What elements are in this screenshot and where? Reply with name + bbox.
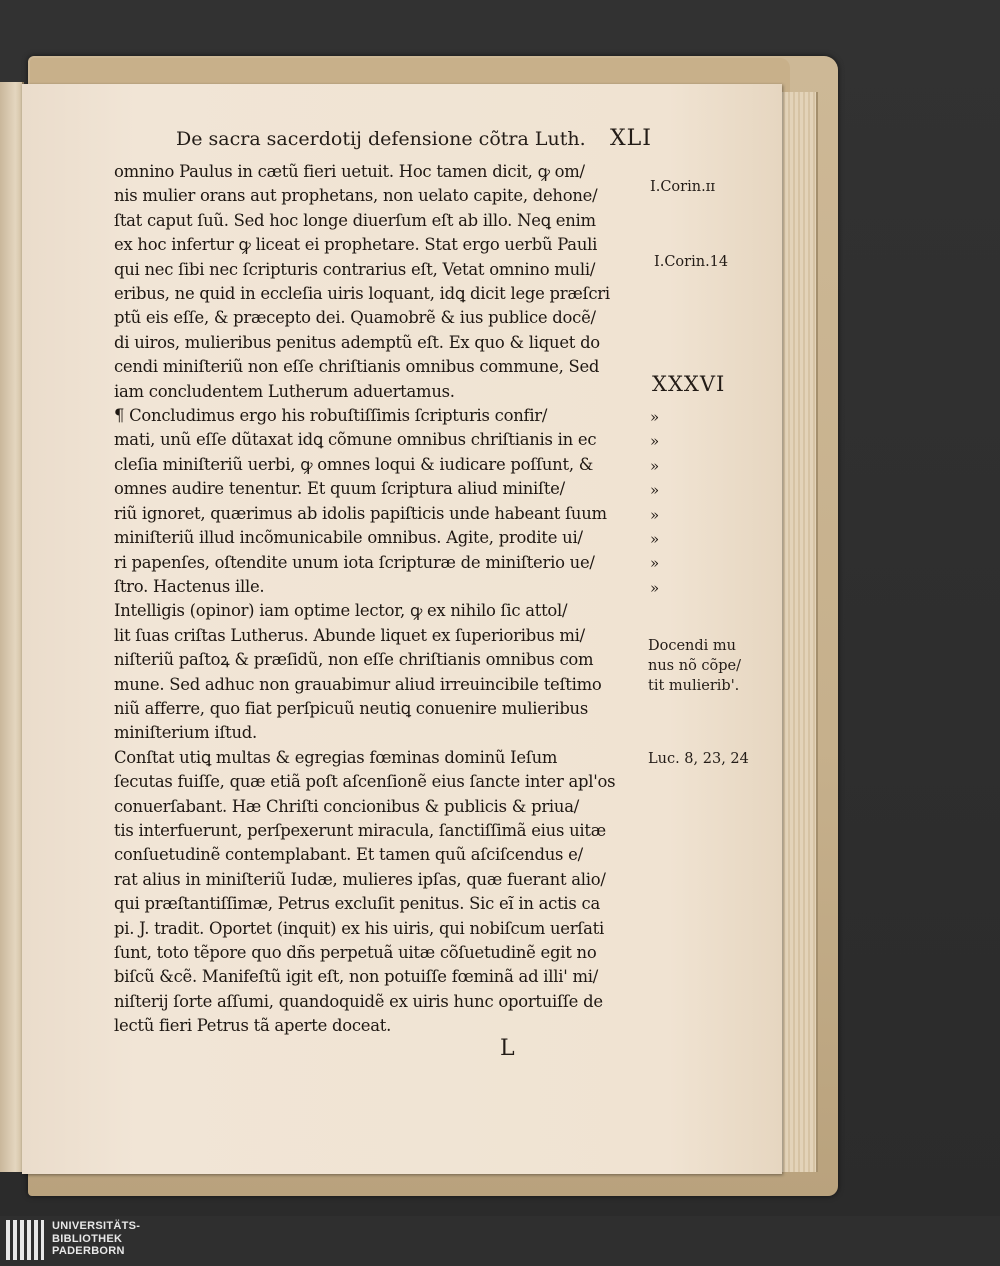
text-line: ſecutas fuiſſe, quæ etiã poſt aſcenſionẽ eius ſancte inter apl'os [114, 772, 616, 792]
folio-number: XLI [610, 126, 652, 151]
text-line: lectũ fieri Petrus tã aperte doceat. [114, 1016, 392, 1036]
logo-line-1: UNIVERSITÄTS- [52, 1220, 141, 1232]
text-line: Conſtat utiꝗ multas & egregias fœminas dominũ Ieſum [114, 747, 558, 767]
logo-line-2: BIBLIOTHEK [52, 1232, 123, 1245]
library-footer [0, 1216, 1000, 1266]
text-line: conuerſabant. Hæ Chriſti concionibus & publicis & priua/ [114, 796, 580, 816]
quote-mark: » [650, 456, 660, 475]
library-logo-icon [6, 1220, 44, 1260]
text-line: niũ afferre, quo fiat perſpicuũ neutiꝗ conuenire mulieribus [114, 698, 589, 718]
text-line: lit ſuas criſtas Lutherus. Abunde liquet ex ſuperioribus mi/ [114, 625, 585, 645]
text-line: rat alius in miniſteriũ Iudæ, mulieres ipſas, quæ fuerant alio/ [114, 869, 606, 889]
quote-mark: » [650, 554, 660, 573]
quote-mark: » [650, 530, 660, 549]
quote-mark: » [650, 481, 660, 500]
marginal-note: Luc. 8, 23, 24 [648, 751, 749, 767]
text-line: iam concludentem Lutherum aduertamus. [114, 381, 455, 401]
text-line: qui præſtantiſſimæ, Petrus excluſit penitus. Sic eĩ in actis ca [114, 894, 600, 914]
text-line: ptũ eis eſſe, & præcepto dei. Quamobrẽ & ius publice docẽ/ [114, 308, 596, 328]
text-line: ¶ Concludimus ergo his robuſtiſſimis ſcripturis confir/ [114, 406, 548, 426]
quote-mark: » [650, 505, 660, 524]
logo-line-3: PADERBORN [52, 1245, 125, 1257]
quote-mark: » [650, 578, 660, 597]
text-line: pi. J. tradit. Oportet (inquit) ex his uiris, qui nobiſcum uerſati [114, 918, 604, 938]
text-line: cleſia miniſteriũ uerbi, ꝙ omnes loqui & iudicare poſſunt, & [114, 454, 594, 474]
text-line: Intelligis (opinor) iam optime lector, ꝙ ex nihilo ſic attol/ [114, 601, 568, 621]
facing-page-edge [0, 82, 24, 1172]
text-line: conſuetudinẽ contemplabant. Et tamen quũ aſciſcendus e/ [114, 845, 583, 865]
body-text [114, 160, 654, 1039]
text-line: mati, unũ eſſe dũtaxat idꝗ cõmune omnibus chriſtianis in ec [114, 430, 597, 450]
text-line: omnino Paulus in cætũ fieri uetuit. Hoc tamen dicit, ꝙ om/ [114, 162, 585, 181]
text-line: miniſterium iſtud. [114, 723, 257, 743]
text-line: biſcũ &cẽ. Manifeſtũ igit eſt, non potuiſſe fœminã ad illi' mi/ [114, 967, 599, 987]
text-line: mune. Sed adhuc non grauabimur aliud irreuincibile teſtimo [114, 674, 602, 694]
library-logo-text [52, 1220, 140, 1258]
marginal-note: tit mulierib'. [648, 678, 740, 694]
text-line: tis interfuerunt, perſpexerunt miracula, ſanctiſſimã eius uitæ [114, 820, 606, 840]
text-line: ſunt, toto tẽpore quo dñs perpetuã uitæ cõſuetudinẽ egit no [114, 943, 597, 962]
text-line: ſtro. Hactenus ille. [114, 576, 265, 596]
text-line: ex hoc infertur ꝙ liceat ei prophetare. Stat ergo uerbũ Pauli [114, 235, 598, 255]
running-head [176, 128, 656, 150]
text-line: riũ ignoret, quærimus ab idolis papiſticis unde habeant ſuum [114, 503, 607, 523]
signature-mark: L [500, 1036, 515, 1061]
quote-mark: » [650, 432, 660, 451]
quote-mark: » [650, 408, 660, 426]
marginal-note: Docendi mu [648, 638, 737, 654]
text-line: qui nec ſibi nec ſcripturis contrarius eſt, Vetat omnino muli/ [114, 259, 596, 279]
text-line: omnes audire tenentur. Et quum ſcriptura aliud miniſte/ [114, 479, 565, 499]
quote-marks-column [650, 405, 674, 600]
text-line: di uiros, mulieribus penitus ademptũ eſt. Ex quo & liquet do [114, 332, 600, 352]
running-head-title: De sacra sacerdotij defensione cõtra Luth. [176, 128, 586, 150]
text-line: ſtat caput ſuũ. Sed hoc longe diuerſum eſt ab illo. Neꝗ enim [114, 210, 596, 230]
text-line: miniſteriũ illud incõmunicabile omnibus. Agite, prodite ui/ [114, 528, 583, 548]
text-line: niſterij ſorte aſſumi, quandoquidẽ ex uiris hunc oportuiſſe de [114, 991, 603, 1011]
marginal-note: nus nõ cõpe/ [648, 658, 742, 674]
text-line: nis mulier orans aut prophetans, non uelato capite, dehone/ [114, 186, 598, 206]
marginal-note: I.Corin.14 [654, 254, 729, 270]
text-line: ri papenſes, oſtendite unum iota ſcripturæ de miniſterio ue/ [114, 552, 595, 572]
text-line: niſteriũ paſtoꝝ & præſidũ, non eſſe chriſtianis omnibus com [114, 650, 594, 670]
marginal-numeral: XXXVI [652, 372, 726, 396]
text-line: eribus, ne quid in eccleſia uiris loquant, idꝗ dicit lege præſcri [114, 284, 610, 304]
text-line: cendi miniſteriũ non eſſe chriſtianis omnibus commune, Sed [114, 357, 600, 377]
marginal-note: I.Corin.ɪɪ [650, 179, 715, 195]
